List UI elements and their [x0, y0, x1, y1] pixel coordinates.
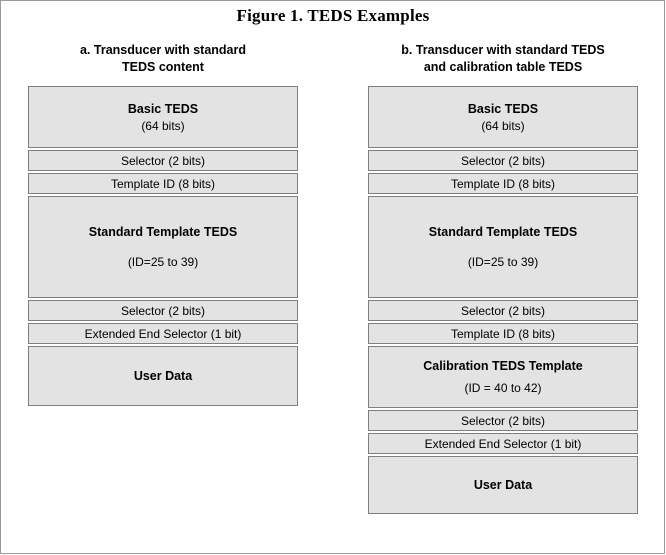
block-standard-template-teds-b — [368, 196, 638, 298]
block-subtitle: (ID = 40 to 42) — [464, 381, 542, 395]
block-title: User Data — [473, 478, 533, 492]
diagram-column-a — [28, 42, 298, 514]
block-title: User Data — [133, 369, 193, 383]
column-a-stack — [28, 86, 298, 406]
block-extended-end-selector-a — [28, 323, 298, 344]
block-selector-1-b — [368, 150, 638, 171]
block-basic-teds-a — [28, 86, 298, 148]
block-selector-2-a — [28, 300, 298, 321]
column-b-heading-line2: and calibration table TEDS — [423, 60, 583, 74]
block-title: Template ID (8 bits) — [450, 176, 556, 191]
block-basic-teds-b — [368, 86, 638, 148]
block-template-id-1-a — [28, 173, 298, 194]
diagram-columns — [0, 42, 666, 514]
block-selector-3-b — [368, 410, 638, 431]
block-title: Basic TEDS — [467, 101, 539, 116]
block-selector-2-b — [368, 300, 638, 321]
block-title: Template ID (8 bits) — [110, 176, 216, 191]
column-a-heading-line2: TEDS content — [122, 60, 204, 74]
block-user-data-a — [28, 346, 298, 406]
figure-title: Figure 1. TEDS Examples — [236, 6, 430, 25]
column-b-heading-line1: b. Transducer with standard TEDS — [401, 43, 605, 57]
diagram-column-b — [368, 42, 638, 514]
block-calibration-teds-template-b — [368, 346, 638, 408]
column-a-heading — [28, 42, 298, 76]
block-title: Selector (2 bits) — [460, 303, 546, 318]
block-title: Selector (2 bits) — [120, 153, 206, 168]
column-b-heading — [368, 42, 638, 76]
block-standard-template-teds-a — [28, 196, 298, 298]
block-extended-end-selector-b — [368, 433, 638, 454]
block-title: Selector (2 bits) — [460, 153, 546, 168]
block-user-data-b — [368, 456, 638, 514]
block-title: Calibration TEDS Template — [423, 359, 583, 373]
block-title: Extended End Selector (1 bit) — [84, 326, 242, 341]
block-title: Template ID (8 bits) — [450, 326, 556, 341]
block-title: Selector (2 bits) — [120, 303, 206, 318]
block-subtitle: (ID=25 to 39) — [127, 255, 199, 269]
block-title: Standard Template TEDS — [88, 225, 238, 239]
block-title: Selector (2 bits) — [460, 413, 546, 428]
block-selector-1-a — [28, 150, 298, 171]
block-subtitle: (ID=25 to 39) — [467, 255, 539, 269]
block-title: Extended End Selector (1 bit) — [424, 436, 582, 451]
block-title: Basic TEDS — [127, 101, 199, 116]
column-b-stack — [368, 86, 638, 514]
block-title: Standard Template TEDS — [428, 225, 578, 239]
block-subtitle: (64 bits) — [141, 118, 185, 133]
block-subtitle: (64 bits) — [481, 118, 525, 133]
column-a-heading-line1: a. Transducer with standard — [79, 43, 246, 57]
block-template-id-1-b — [368, 173, 638, 194]
block-template-id-2-b — [368, 323, 638, 344]
